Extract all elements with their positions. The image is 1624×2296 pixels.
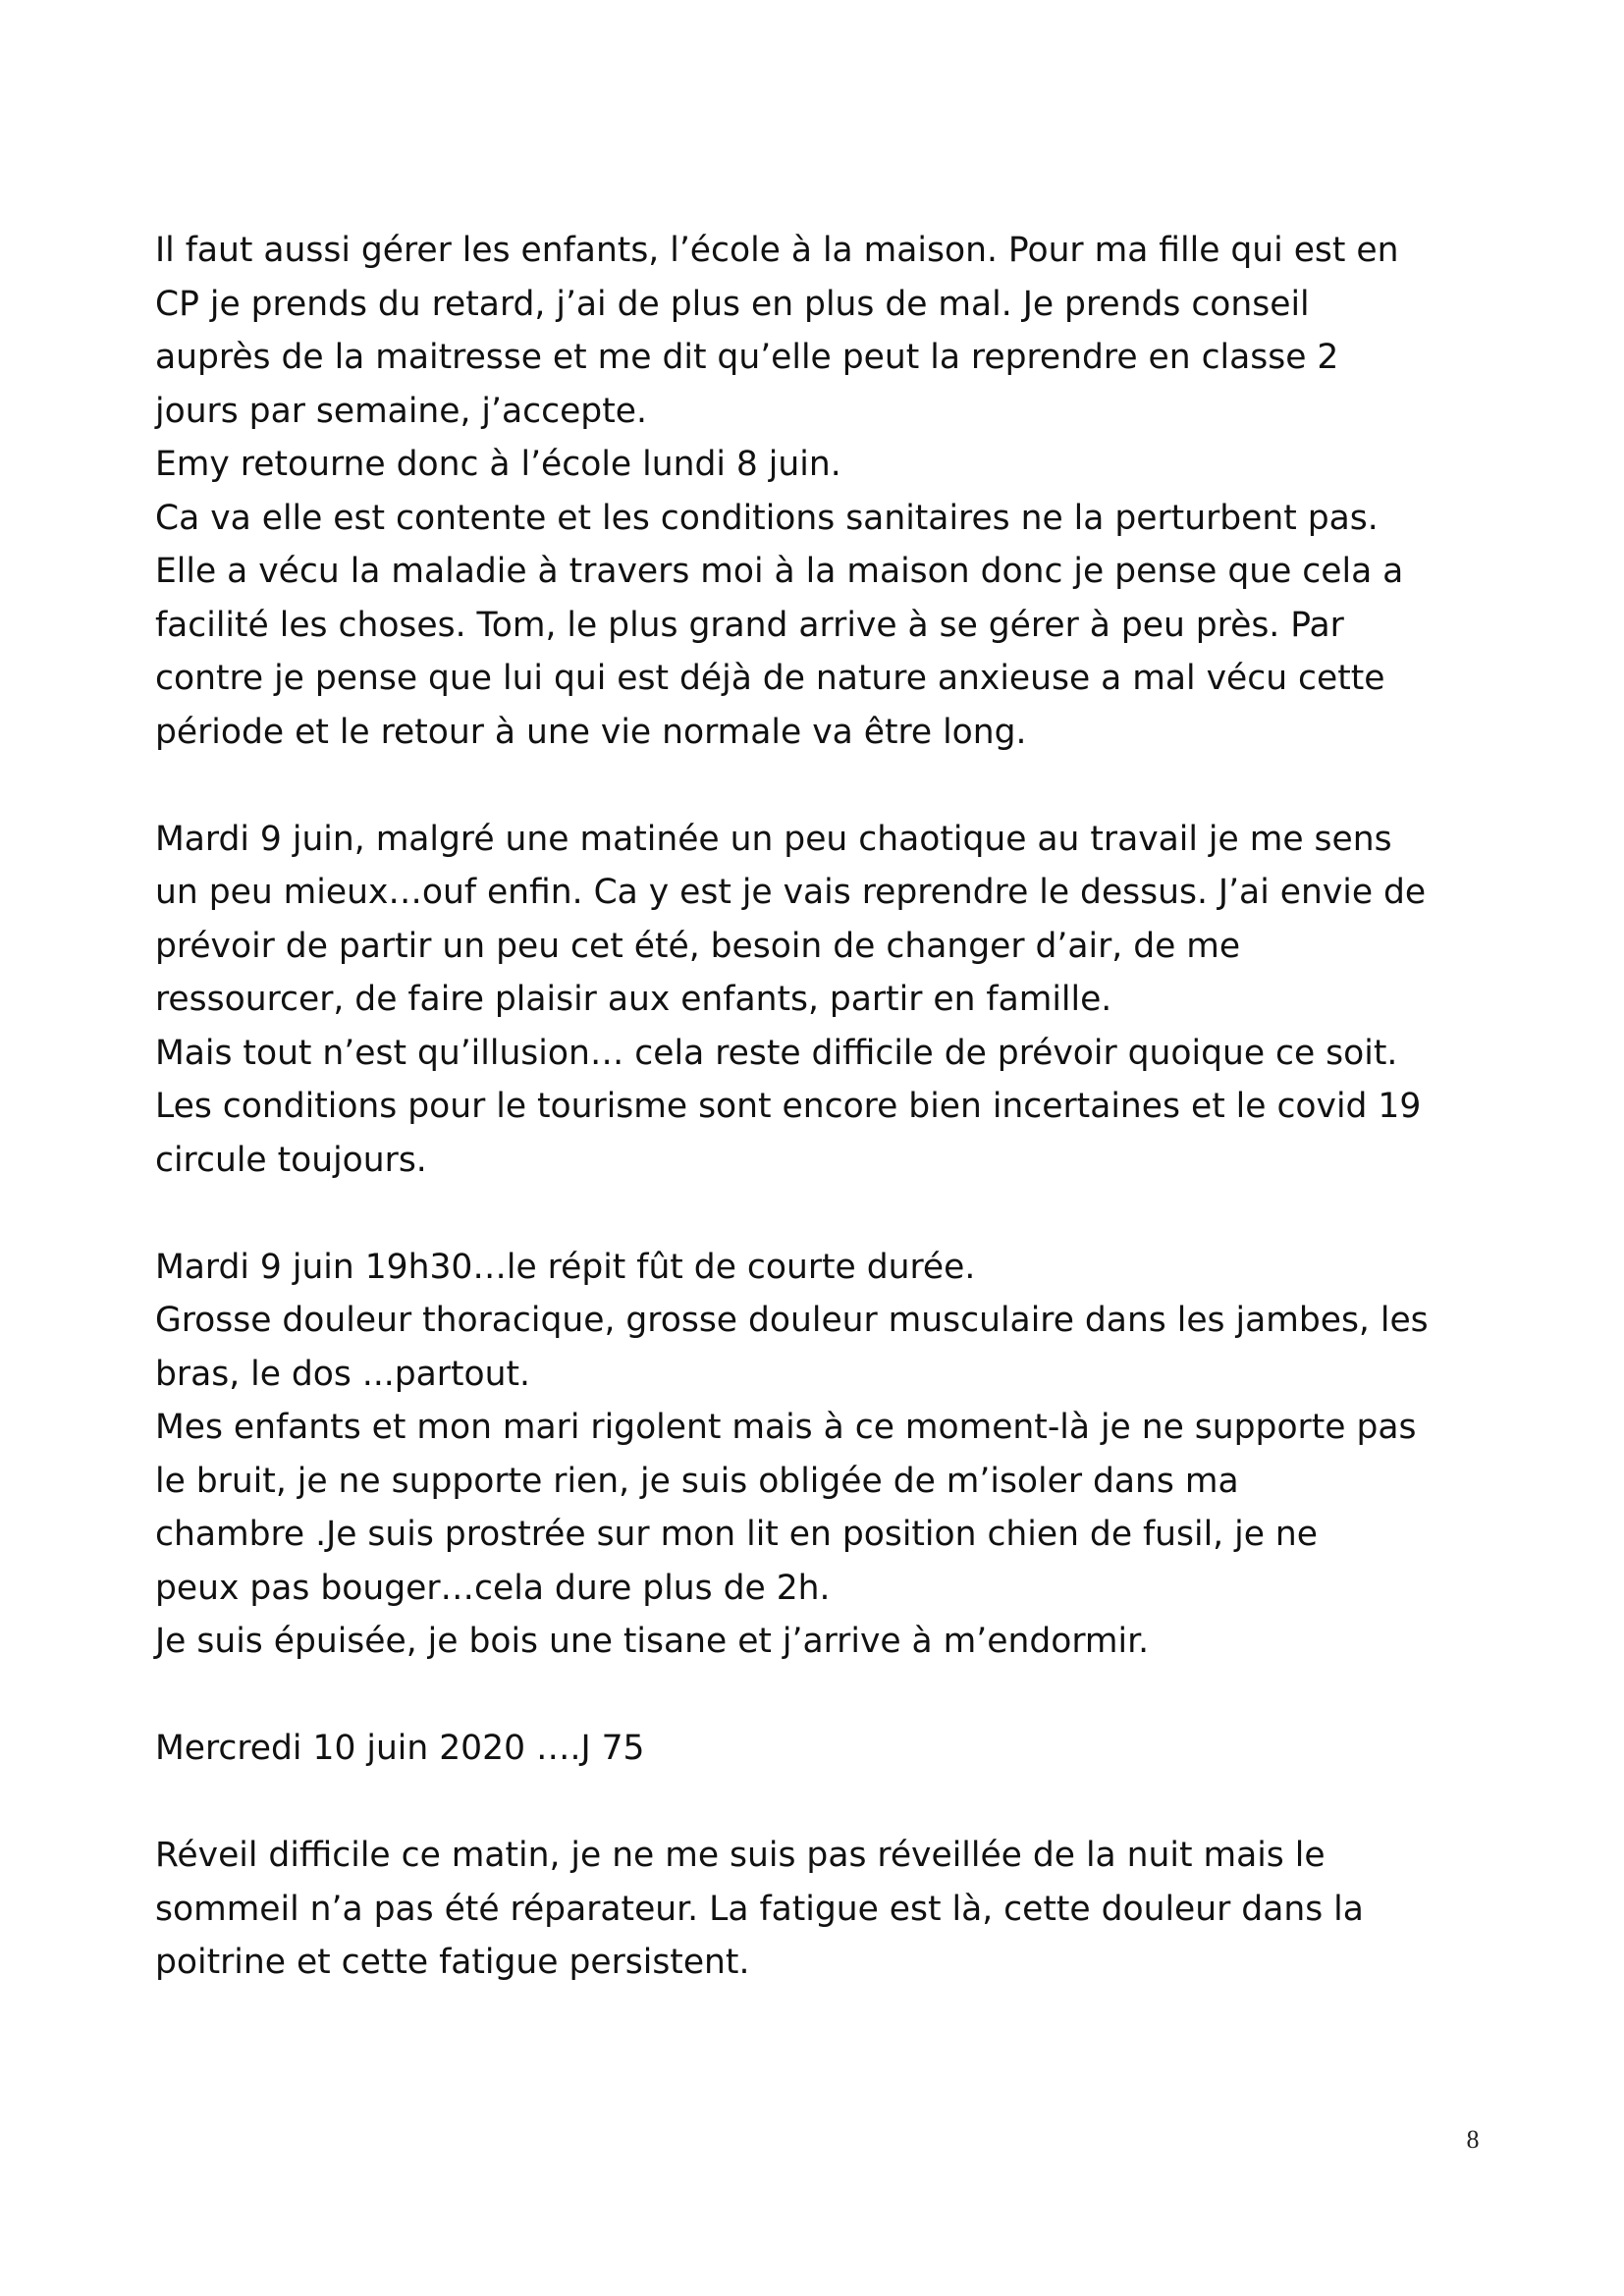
text-line: facilité les choses. Tom, le plus grand arrive à se gérer à peu près. Par [155,605,1344,645]
text-line: Mes enfants et mon mari rigolent mais à ce moment-là je ne supporte pas [155,1408,1417,1447]
text-line: circule toujours. [155,1140,427,1180]
paragraph-gap [155,759,1490,813]
text-line: contre je pense que lui qui est déjà de nature anxieuse a mal vécu cette [155,659,1385,698]
text-line: Il faut aussi gérer les enfants, l’école à la maison. Pour ma fille qui est en [155,231,1399,270]
text-line: Mercredi 10 juin 2020 ….J 75 [155,1729,645,1768]
text-line: Ca va elle est contente et les conditions sanitaires ne la perturbent pas. [155,498,1379,538]
text-line: jours par semaine, j’accepte. [155,391,647,431]
text-line: sommeil n’a pas été réparateur. La fatigue est là, cette douleur dans la [155,1889,1364,1929]
page-number: 8 [1466,2125,1480,2154]
text-line: chambre .Je suis prostrée sur mon lit en position chien de fusil, je ne [155,1515,1318,1554]
text-line: prévoir de partir un peu cet été, besoin de changer d’air, de me [155,926,1241,966]
text-line: Mardi 9 juin 19h30…le répit fût de courte durée. [155,1247,976,1287]
text-line: Mardi 9 juin, malgré une matinée un peu chaotique au travail je me sens [155,819,1392,859]
text-line: CP je prends du retard, j’ai de plus en plus de mal. Je prends conseil [155,284,1310,324]
text-line: peux pas bouger…cela dure plus de 2h. [155,1568,831,1608]
text-line: Les conditions pour le tourisme sont encore bien incertaines et le covid 19 [155,1087,1422,1126]
text-line: bras, le dos ...partout. [155,1354,530,1394]
text-line: auprès de la maitresse et me dit qu’elle peut la reprendre en classe 2 [155,338,1339,377]
text-line: Elle a vécu la maladie à travers moi à la maison donc je pense que cela a [155,552,1404,591]
text-line: le bruit, je ne supporte rien, je suis obligée de m’isoler dans ma [155,1461,1239,1501]
paragraph-gap [155,1776,1490,1830]
text-line: Mais tout n’est qu’illusion… cela reste difficile de prévoir quoique ce soit. [155,1033,1398,1073]
text-line: Réveil difficile ce matin, je ne me suis pas réveillée de la nuit mais le [155,1836,1326,1875]
text-line: Emy retourne donc à l’école lundi 8 juin. [155,445,841,484]
paragraph-gap [155,1669,1490,1723]
body-text [155,224,1490,1990]
text-line: Grosse douleur thoracique, grosse douleur musculaire dans les jambes, les [155,1301,1429,1340]
text-line: un peu mieux…ouf enfin. Ca y est je vais reprendre le dessus. J’ai envie de [155,873,1427,912]
text-line: période et le retour à une vie normale va être long. [155,712,1027,752]
text-line: poitrine et cette fatigue persistent. [155,1943,750,1982]
text-line: Je suis épuisée, je bois une tisane et j’arrive à m’endormir. [155,1622,1150,1661]
text-line: ressourcer, de faire plaisir aux enfants, partir en famille. [155,980,1112,1019]
paragraph-gap [155,1187,1490,1241]
